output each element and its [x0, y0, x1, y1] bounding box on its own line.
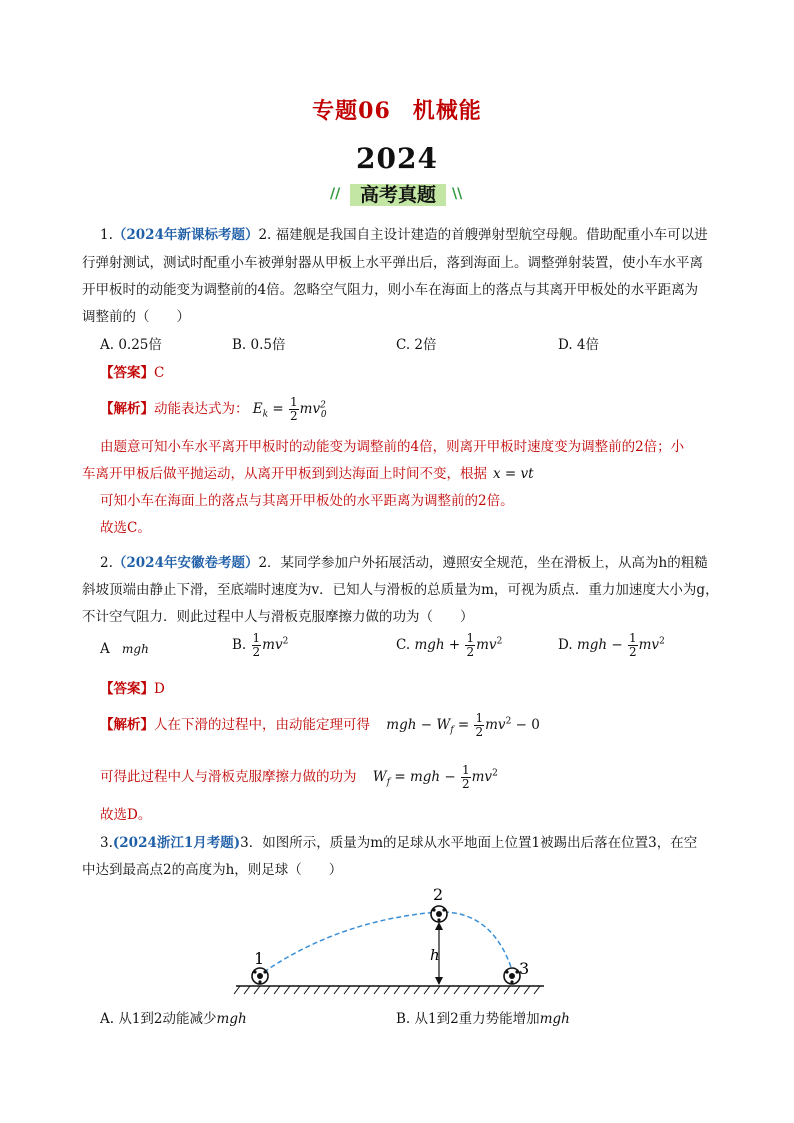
- square-exponent: 2: [320, 400, 326, 411]
- q2-option-a-expr: mgh: [122, 642, 149, 656]
- q1-line-1: [100, 226, 708, 244]
- q1-answer-value: C: [154, 365, 165, 381]
- mgh-term: mgh: [539, 1011, 570, 1027]
- v0-subscript: 0: [320, 409, 327, 420]
- plus-sign: +: [444, 637, 465, 653]
- q2-source: （2024年安徽卷考题）: [112, 555, 259, 571]
- q2-conclusion: 故选D。: [100, 807, 152, 823]
- ball-position-1: [252, 968, 268, 984]
- q2-line-1: [100, 554, 708, 572]
- q2-analysis-1: [100, 712, 540, 740]
- fraction-denominator: 2: [252, 645, 261, 659]
- fraction-denominator: 2: [628, 645, 637, 659]
- q2-option-c-fraction: [465, 632, 475, 659]
- banner-left-deco: //: [330, 186, 341, 202]
- q2-option-b-fraction: [252, 632, 262, 659]
- position-label-1: 1: [254, 949, 265, 968]
- page-title: [0, 94, 794, 125]
- fraction-numerator: 1: [252, 631, 261, 645]
- height-arrow-head-up: [435, 922, 443, 930]
- q2-text-1: 2．某同学参加户外拓展活动，遵照安全规范，坐在滑板上，从高为h的粗糙: [258, 555, 708, 571]
- q1-line-2: 行弹射测试，测试时配重小车被弹射器从甲板上水平弹出后，落到海面上。调整弹射装置，使小车水平离: [82, 255, 703, 271]
- q2-line-3: 不计空气阻力．则此过程中人与滑板克服摩擦力做的功为（ ）: [82, 609, 474, 625]
- fraction-denominator: 2: [290, 409, 298, 423]
- q2-option-a: [100, 640, 149, 658]
- q2-energy-equation: [386, 711, 540, 739]
- square-exponent: 2: [496, 636, 503, 647]
- section-banner: [330, 178, 466, 210]
- half-fraction: [289, 396, 299, 423]
- q2-analysis-2: [100, 764, 498, 792]
- fraction-numerator: 1: [461, 763, 470, 777]
- q2-analysis-text-2: 可得此过程中人与滑板克服摩擦力做的功为: [100, 769, 357, 785]
- q2-option-b: [232, 632, 288, 659]
- q3-source: (2024浙江1月考题): [112, 835, 241, 851]
- q1-answer-label: 【答案】: [100, 365, 154, 381]
- ball-position-3: [504, 968, 520, 984]
- banner-right-deco: \\: [452, 186, 463, 202]
- minus-sign: −: [607, 637, 627, 653]
- q1-ek-formula: [252, 395, 327, 423]
- q3-line-1: [100, 834, 697, 852]
- q1-analysis-text-1: 动能表达式为：: [154, 401, 249, 417]
- q1-option-d: D. 4倍: [558, 337, 600, 353]
- wf-subscript: f: [386, 777, 391, 788]
- square-exponent: 2: [282, 636, 289, 647]
- q2-answer-label: 【答案】: [100, 681, 154, 697]
- title-topic-name: 机械能: [412, 98, 482, 124]
- q3-number: 3.: [100, 835, 113, 851]
- ball-position-2: [431, 906, 447, 922]
- ground-hatching: [234, 986, 540, 994]
- q3-trajectory-figure: [230, 884, 550, 996]
- q1-option-b: B. 0.5倍: [232, 337, 286, 353]
- q2-eq-fraction: [474, 712, 484, 739]
- mgh-term: mgh: [386, 717, 417, 733]
- q3-option-b-text: B. 从1到2重力势能增加: [396, 1011, 540, 1027]
- fraction-denominator: 2: [475, 725, 484, 739]
- q2-analysis-text-1: 人在下滑的过程中，由动能定理可得: [154, 717, 370, 733]
- fraction-numerator: 1: [290, 395, 298, 409]
- q2-option-c-label: C.: [396, 637, 411, 653]
- q3-option-a-text: A. 从1到2动能减少: [100, 1011, 217, 1027]
- minus-zero: − 0: [511, 717, 540, 733]
- mv-term: mv: [299, 401, 321, 417]
- q2-number: 2.: [100, 555, 113, 571]
- q1-line-3: 开甲板时的动能变为调整前的4倍。忽略空气阻力，则小车在海面上的落点与其离开甲板处的水平距离为: [82, 282, 699, 298]
- equals-sign: =: [268, 401, 289, 417]
- q1-number: 1.: [100, 227, 113, 243]
- q3-text-1: 3．如图所示，质量为m的足球从水平地面上位置1被踢出后落在位置3，在空: [240, 835, 698, 851]
- q1-answer: [100, 364, 164, 382]
- mv-term: mv: [485, 717, 506, 733]
- q1-analysis-1: [100, 396, 327, 424]
- q2-option-c: [396, 632, 502, 659]
- fraction-numerator: 1: [628, 631, 637, 645]
- mv-term: mv: [471, 769, 493, 785]
- q1-text-1: 2. 福建舰是我国自主设计建造的首艘弹射型航空母舰。借助配重小车可以进: [258, 227, 708, 243]
- mv-term: mv: [262, 637, 283, 653]
- square-exponent: 2: [505, 716, 512, 727]
- banner-text: 高考真题: [359, 184, 436, 206]
- q1-analysis-3: [82, 465, 534, 483]
- wf-symbol: W: [372, 769, 387, 785]
- q1-source: （2024年新课标考题）: [112, 227, 259, 243]
- minus-sign: −: [440, 769, 460, 785]
- q1-analysis-2: 由题意可知小车水平离开甲板时的动能变为调整前的4倍，则离开甲板时速度变为调整前的2倍；小: [100, 439, 685, 455]
- q2-option-d: [558, 632, 665, 659]
- q2-option-d-fraction: [628, 632, 638, 659]
- minus-sign: −: [416, 717, 437, 733]
- q1-analysis-text-3: 车离开甲板后做平抛运动，从离开甲板到到达海面上时间不变，根据: [82, 466, 487, 482]
- ball-trajectory: [264, 912, 512, 972]
- q1-analysis-4: 可知小车在海面上的落点与其离开甲板处的水平距离为调整前的2倍。: [100, 493, 514, 509]
- year-heading: 2024: [356, 142, 438, 175]
- title-topic-number: 专题06: [312, 98, 391, 124]
- ek-subscript: k: [262, 409, 269, 420]
- height-arrow-head-down: [435, 977, 443, 985]
- q2-line-2: 斜坡顶端由静止下滑，至底端时速度为v．已知人与滑板的总质量为m，可视为质点．重力加速度大小为g，: [82, 582, 719, 598]
- fraction-numerator: 1: [475, 711, 484, 725]
- q2-option-d-label: D.: [558, 637, 573, 653]
- q2-option-a-label: A: [100, 641, 110, 657]
- x-vt-formula: x = vt: [493, 466, 534, 482]
- q2-work-fraction: [461, 764, 471, 791]
- equals-sign: =: [453, 717, 474, 733]
- square-exponent: 2: [492, 768, 498, 779]
- q2-work-equation: [372, 763, 498, 791]
- q2-answer-value: D: [154, 681, 165, 697]
- mgh-term: mgh: [414, 637, 445, 653]
- mv-term: mv: [638, 637, 660, 653]
- position-label-3: 3: [519, 959, 530, 978]
- q1-option-c: C. 2倍: [396, 337, 437, 353]
- q1-option-a: A. 0.25倍: [100, 337, 162, 353]
- q2-option-b-label: B.: [232, 637, 247, 653]
- fraction-numerator: 1: [466, 631, 475, 645]
- q2-answer: [100, 680, 165, 698]
- q1-analysis-label: 【解析】: [100, 401, 154, 417]
- fraction-denominator: 2: [466, 645, 475, 659]
- wf-symbol: W: [436, 717, 451, 733]
- height-label: h: [430, 946, 440, 964]
- position-label-2: 2: [433, 885, 444, 904]
- q3-option-a: [100, 1010, 247, 1028]
- wf-subscript: f: [450, 725, 454, 736]
- q1-conclusion: 故选C。: [100, 520, 151, 536]
- mgh-term: mgh: [409, 769, 441, 785]
- q3-option-b: [396, 1010, 570, 1028]
- q1-line-4: 调整前的（ ）: [82, 309, 190, 325]
- mgh-term: mgh: [216, 1011, 247, 1027]
- fraction-denominator: 2: [461, 777, 470, 791]
- ek-symbol: E: [252, 401, 263, 417]
- square-exponent: 2: [659, 636, 665, 647]
- mv-term: mv: [476, 637, 497, 653]
- q3-line-2: 中达到最高点2的高度为h，则足球（ ）: [82, 862, 343, 878]
- mgh-term: mgh: [576, 637, 608, 653]
- q2-analysis-label: 【解析】: [100, 717, 154, 733]
- equals-sign: =: [390, 769, 410, 785]
